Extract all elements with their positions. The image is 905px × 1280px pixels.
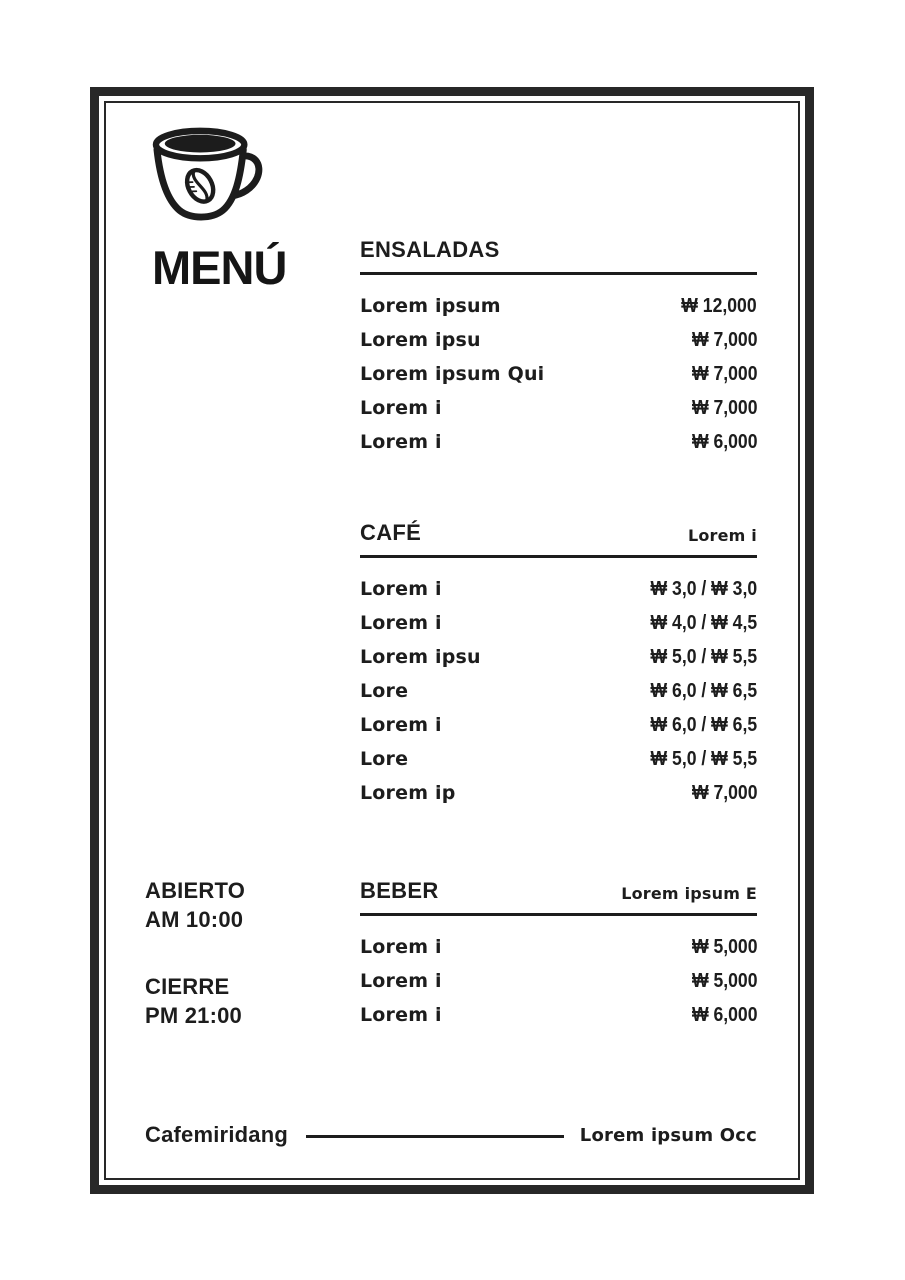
- menu-item-price: ₩ 6,000: [691, 430, 757, 453]
- menu-item-name: Lorem i: [360, 578, 442, 600]
- menu-section-cafe: [360, 520, 757, 810]
- menu-item-name: Lorem i: [360, 397, 442, 419]
- menu-item-price: ₩ 7,000: [691, 362, 757, 385]
- open-label: ABIERTO: [145, 878, 246, 903]
- menu-item-row: [360, 606, 757, 640]
- menu-item-price: ₩ 7,000: [691, 396, 757, 419]
- menu-item-row: [360, 998, 757, 1032]
- section-items: [360, 289, 757, 459]
- menu-item-name: Lore: [360, 748, 409, 770]
- section-items: [360, 572, 757, 810]
- menu-item-price: ₩ 6,000: [691, 1003, 757, 1026]
- menu-item-row: [360, 391, 757, 425]
- hours-close-block: [145, 972, 242, 1030]
- menu-item-name: Lorem ipsum Qui: [360, 363, 545, 385]
- hours-open-block: [145, 876, 245, 934]
- menu-item-row: [360, 964, 757, 998]
- menu-item-price: ₩ 7,000: [691, 781, 757, 804]
- menu-item-price: ₩ 6,0 / ₩ 6,5: [650, 713, 757, 736]
- menu-item-row: [360, 674, 757, 708]
- menu-item-price: ₩ 4,0 / ₩ 4,5: [650, 611, 757, 634]
- menu-item-name: Lorem ip: [360, 782, 456, 804]
- section-title: BEBER: [360, 878, 439, 903]
- menu-item-name: Lorem ipsu: [360, 646, 481, 668]
- menu-item-row: [360, 742, 757, 776]
- menu-item-price: ₩ 12,000: [681, 294, 757, 317]
- section-title: ENSALADAS: [360, 237, 500, 262]
- menu-item-price: ₩ 5,0 / ₩ 5,5: [650, 645, 757, 668]
- footer-brand-name: Cafemiridang: [145, 1122, 288, 1147]
- section-note: Lorem ipsum E: [621, 884, 757, 903]
- footer-divider-line: [306, 1135, 564, 1138]
- menu-item-name: Lorem i: [360, 970, 442, 992]
- menu-item-row: [360, 357, 757, 391]
- menu-item-row: [360, 323, 757, 357]
- menu-item-price: ₩ 5,000: [691, 935, 757, 958]
- section-header: [360, 878, 757, 916]
- menu-section-beber: [360, 878, 757, 1032]
- menu-item-name: Lorem ipsu: [360, 329, 481, 351]
- menu-item-name: Lorem i: [360, 1004, 442, 1026]
- section-header: [360, 237, 757, 275]
- menu-section-ensaladas: [360, 237, 757, 459]
- menu-item-row: [360, 572, 757, 606]
- menu-item-row: [360, 425, 757, 459]
- brand-block: [150, 124, 286, 295]
- menu-item-price: ₩ 6,0 / ₩ 6,5: [650, 679, 757, 702]
- section-title: CAFÉ: [360, 520, 422, 545]
- footer-right-text: Lorem ipsum Occ: [579, 1124, 757, 1146]
- menu-item-row: [360, 708, 757, 742]
- menu-item-name: Lorem i: [360, 714, 442, 736]
- menu-item-name: Lorem i: [360, 431, 442, 453]
- menu-item-name: Lorem i: [360, 936, 442, 958]
- menu-item-name: Lorem i: [360, 612, 442, 634]
- menu-item-price: ₩ 7,000: [691, 328, 757, 351]
- open-time: AM 10:00: [145, 907, 244, 932]
- menu-item-row: [360, 640, 757, 674]
- menu-item-price: ₩ 5,000: [691, 969, 757, 992]
- close-label: CIERRE: [145, 974, 230, 999]
- section-note: Lorem i: [687, 526, 757, 545]
- coffee-cup-icon: [150, 124, 266, 232]
- menu-item-price: ₩ 5,0 / ₩ 5,5: [650, 747, 757, 770]
- menu-item-name: Lore: [360, 680, 409, 702]
- menu-item-row: [360, 776, 757, 810]
- menu-item-row: [360, 930, 757, 964]
- page-title: MENÚ: [152, 241, 287, 294]
- close-time: PM 21:00: [145, 1003, 242, 1028]
- section-items: [360, 930, 757, 1032]
- footer: [145, 1122, 757, 1148]
- menu-item-name: Lorem ipsum: [360, 295, 501, 317]
- menu-item-row: [360, 289, 757, 323]
- section-header: [360, 520, 757, 558]
- menu-item-price: ₩ 3,0 / ₩ 3,0: [650, 577, 757, 600]
